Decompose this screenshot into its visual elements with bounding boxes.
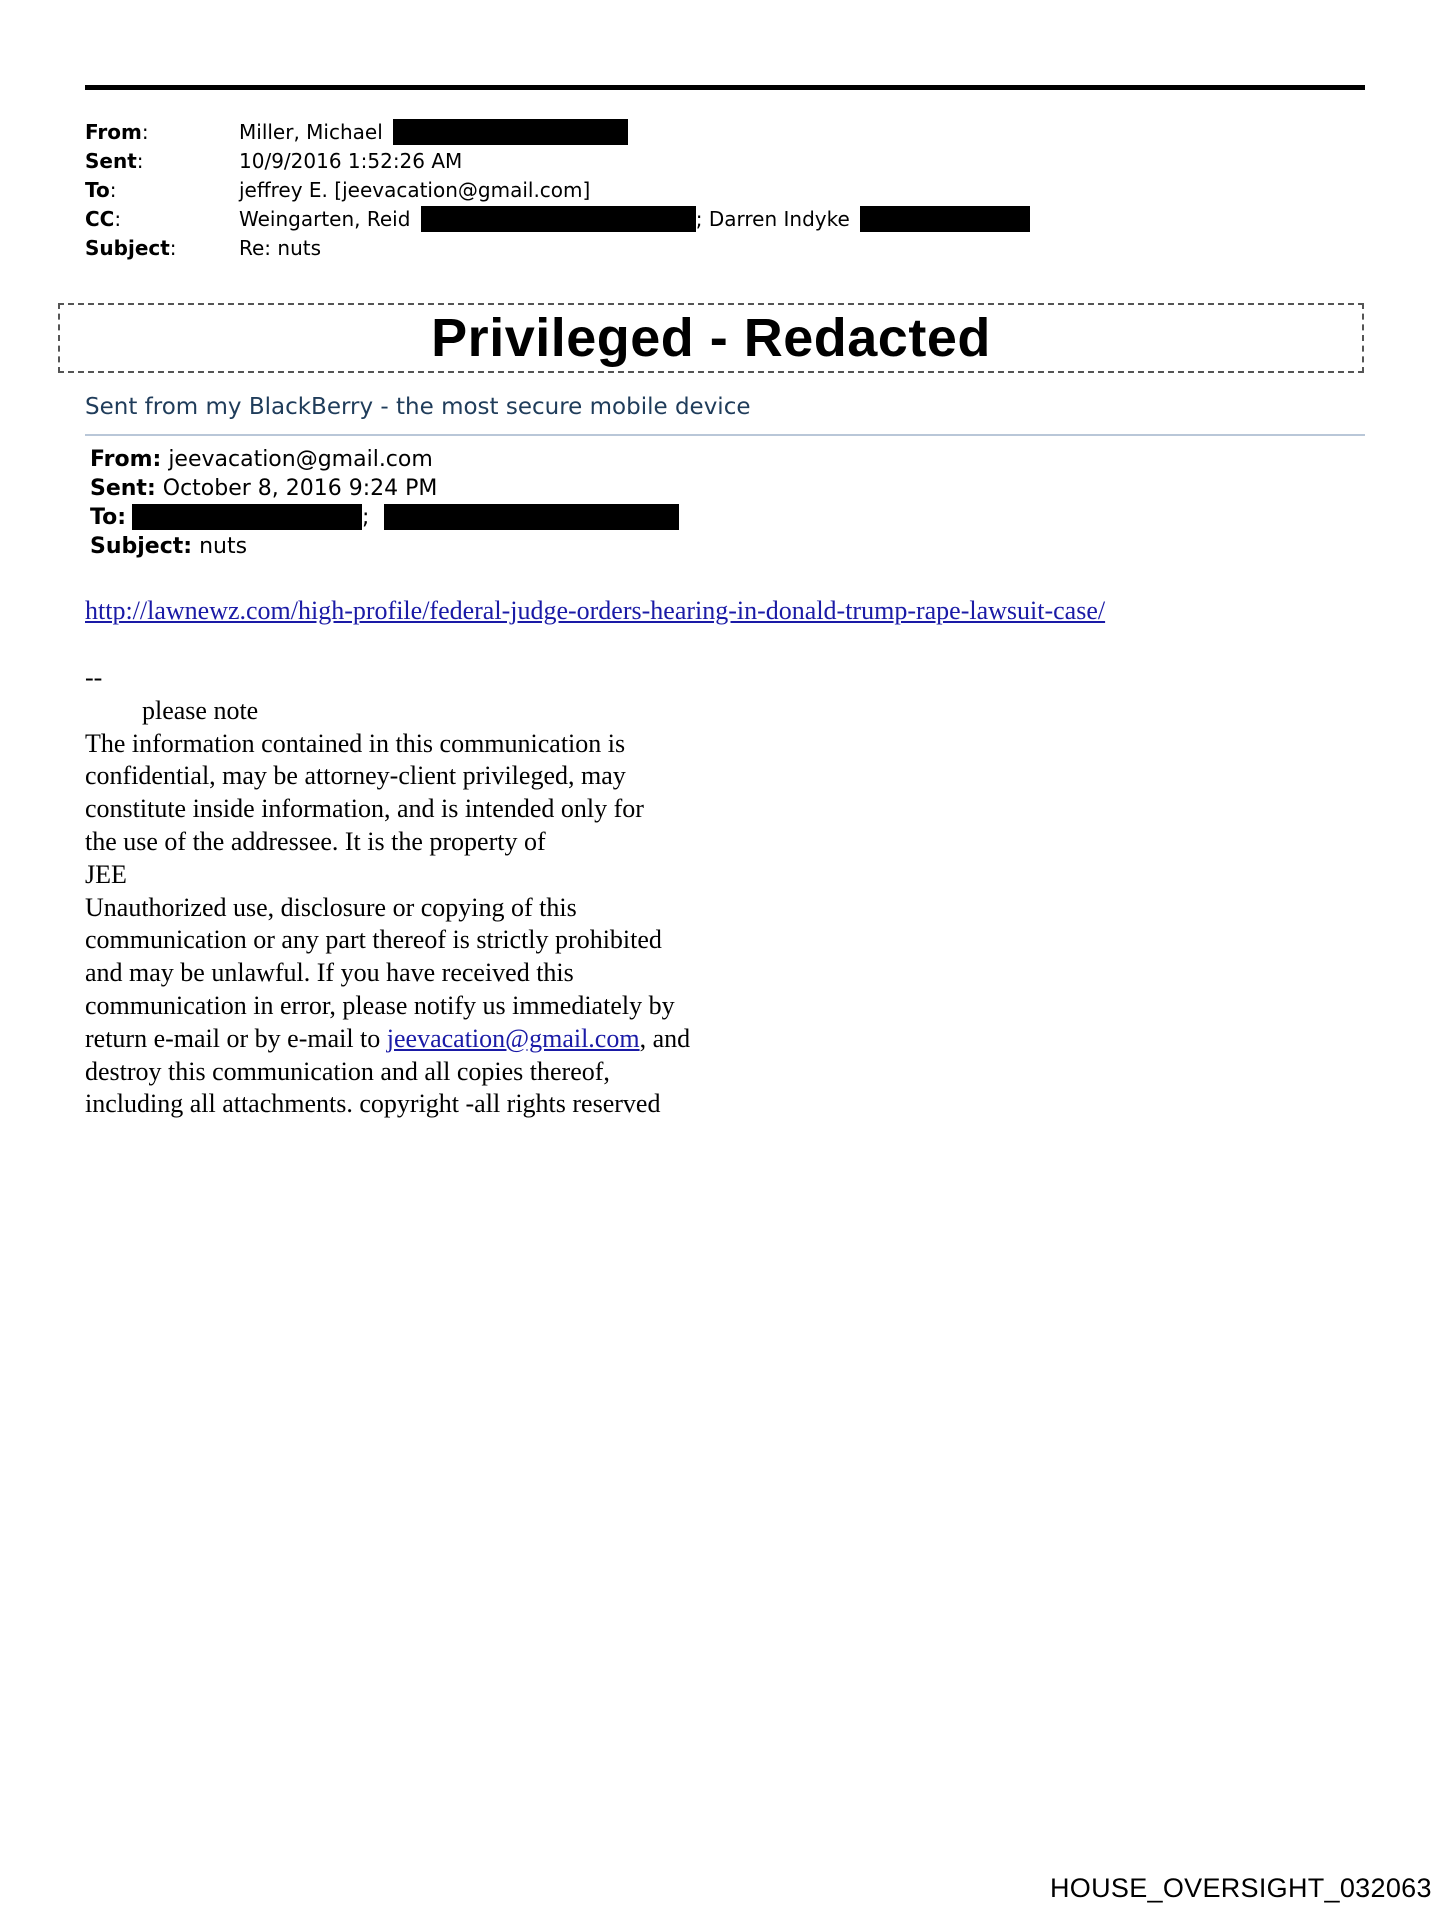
article-link[interactable]: http://lawnewz.com/high-profile/federal-judge-orders-hearing-in-donald-trump-rape-lawsuit-case/	[85, 596, 1106, 625]
forwarded-subject-value: nuts	[199, 534, 248, 559]
body-line-with-link: return e-mail or by e-mail to jeevacation@gmail.com, and	[85, 1023, 691, 1053]
forwarded-sent-label: Sent:	[90, 476, 156, 501]
forwarded-header	[90, 445, 679, 561]
redaction-block	[860, 206, 1030, 232]
header-from-value: Miller, Michael	[239, 120, 383, 144]
header-to-label: To:	[85, 178, 117, 202]
body-line: constitute inside information, and is intended only for	[85, 794, 644, 824]
redaction-block	[132, 504, 362, 530]
bates-number: HOUSE_OVERSIGHT_032063	[1050, 1873, 1432, 1903]
redaction-block	[384, 504, 679, 530]
body-line: the use of the addressee. It is the property of	[85, 826, 546, 856]
redaction-block	[393, 119, 628, 145]
forwarded-to-separator: ;	[362, 505, 370, 530]
header-to-value: jeffrey E. [jeevacation@gmail.com]	[239, 178, 591, 202]
header-cc-separator: ;	[695, 207, 703, 231]
forwarded-sent-row	[90, 474, 679, 503]
body-line: and may be unlawful. If you have received this	[85, 958, 574, 988]
body-line: JEE	[85, 859, 127, 889]
body-line: Unauthorized use, disclosure or copying of this	[85, 892, 577, 922]
forwarded-to-label: To:	[90, 505, 126, 530]
body-separator: --	[85, 663, 103, 692]
forwarded-from-value: jeevacation@gmail.com	[168, 447, 433, 472]
privileged-banner	[58, 303, 1364, 373]
body-line: confidential, may be attorney-client privileged, may	[85, 761, 626, 791]
header-cc-value-1: Weingarten, Reid	[239, 207, 411, 231]
signature-divider	[85, 434, 1365, 436]
header-sent-value: 10/9/2016 1:52:26 AM	[239, 149, 463, 173]
header-sent-label: Sent:	[85, 149, 144, 173]
header-cc-label: CC:	[85, 207, 122, 231]
header-cc-value-2: Darren Indyke	[708, 207, 850, 231]
header-subject-value: Re: nuts	[239, 236, 322, 260]
forwarded-from-label: From:	[90, 447, 162, 472]
forwarded-from-row	[90, 445, 679, 474]
redaction-block	[421, 206, 696, 232]
forwarded-subject-label: Subject:	[90, 534, 193, 559]
body-line: communication or any part thereof is strictly prohibited	[85, 925, 662, 955]
body-line: destroy this communication and all copies thereof,	[85, 1056, 610, 1086]
body-line: communication in error, please notify us immediately by	[85, 990, 675, 1020]
top-rule	[85, 85, 1365, 90]
body-line: The information contained in this communication is	[85, 728, 626, 758]
forwarded-to-row	[90, 503, 679, 532]
blackberry-signature: Sent from my BlackBerry - the most secure mobile device	[85, 394, 751, 420]
body-line: including all attachments. copyright -all rights reserved	[85, 1089, 661, 1119]
body-please-note: please note	[142, 695, 259, 725]
header-from-label: From:	[85, 120, 149, 144]
forwarded-subject-row	[90, 532, 679, 561]
forwarded-sent-value: October 8, 2016 9:24 PM	[162, 476, 438, 501]
privileged-banner-text: Privileged - Redacted	[431, 308, 991, 368]
header-subject-label: Subject:	[85, 236, 177, 260]
email-body	[85, 662, 690, 1121]
email-link[interactable]: jeevacation@gmail.com	[386, 1023, 640, 1053]
